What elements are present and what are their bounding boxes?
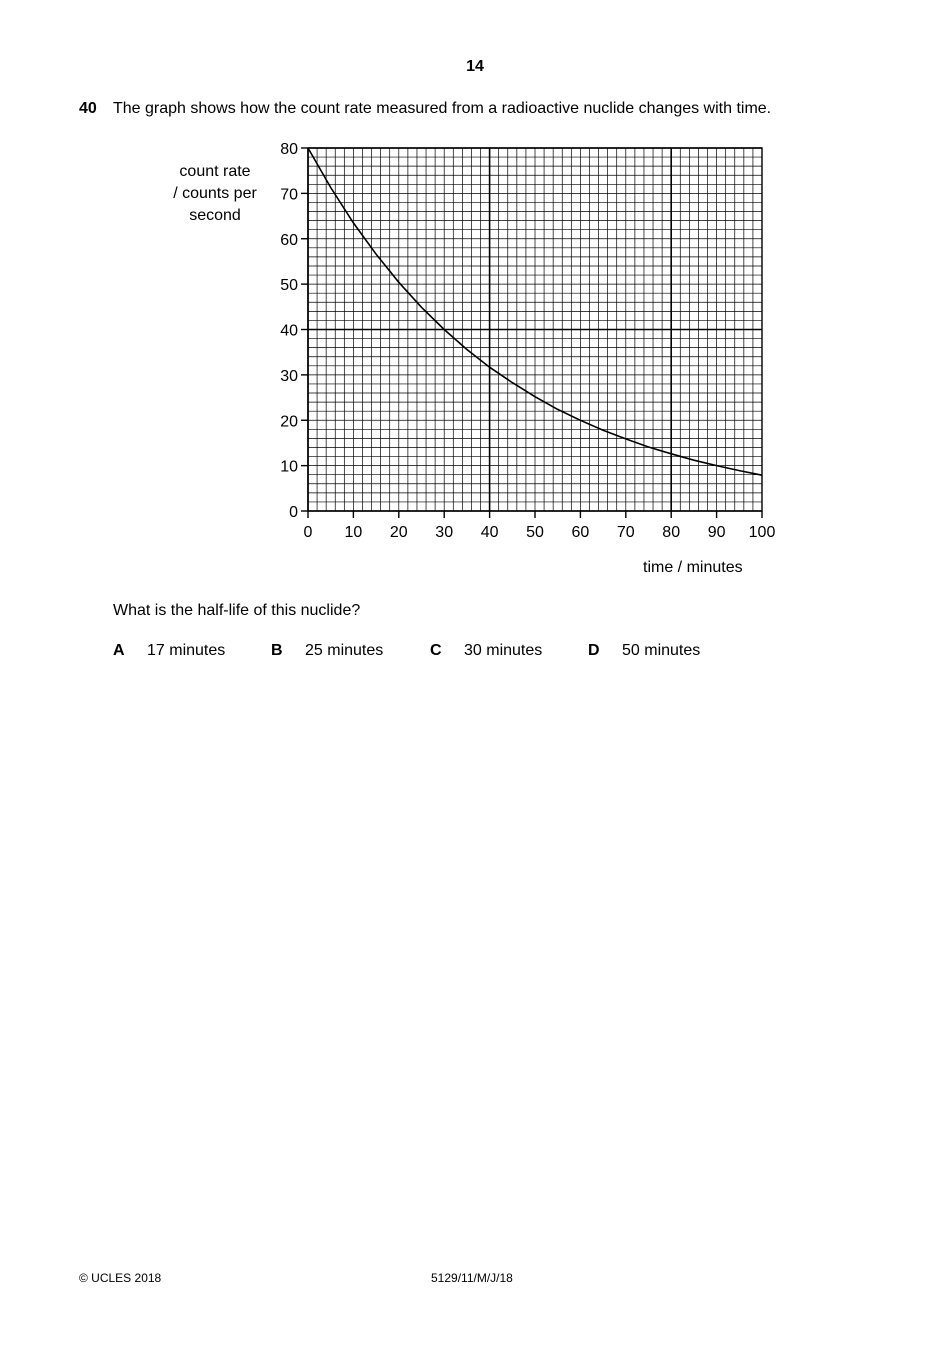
- y-tick-label: 40: [280, 322, 298, 340]
- x-tick-label: 30: [435, 524, 454, 541]
- option-text: 25 minutes: [305, 642, 384, 659]
- x-tick-label: 70: [616, 524, 635, 541]
- y-tick-label: 60: [280, 231, 298, 249]
- y-tick-label: 70: [280, 186, 298, 204]
- y-axis-label-line: second: [189, 207, 241, 224]
- decay-graph: [0, 0, 950, 600]
- option-letter: A: [113, 642, 125, 659]
- y-axis-label-line: count rate: [179, 163, 251, 180]
- x-tick-label: 60: [571, 524, 590, 541]
- option-text: 17 minutes: [147, 642, 226, 659]
- y-tick-label: 10: [280, 458, 298, 476]
- tick-labels: [280, 141, 775, 541]
- x-axis-label: time / minutes: [643, 559, 743, 576]
- x-tick-label: 50: [526, 524, 544, 541]
- y-tick-label: 80: [280, 141, 298, 158]
- option-text: 30 minutes: [464, 642, 543, 659]
- question-prompt: What is the half-life of this nuclide?: [113, 602, 361, 619]
- ticks: [301, 148, 762, 518]
- option-c[interactable]: [430, 642, 543, 660]
- footer-code: 5129/11/M/J/18: [431, 1271, 513, 1285]
- x-tick-label: 0: [303, 524, 313, 541]
- x-tick-label: 80: [662, 524, 681, 541]
- x-tick-label: 100: [748, 524, 776, 541]
- option-b[interactable]: [271, 642, 384, 660]
- x-tick-label: 10: [344, 524, 363, 541]
- question-number: 40: [79, 100, 97, 117]
- x-tick-label: 20: [389, 524, 408, 541]
- x-tick-label: 90: [707, 524, 726, 541]
- option-a[interactable]: [113, 642, 226, 660]
- option-text: 50 minutes: [622, 642, 701, 659]
- footer-copyright: © UCLES 2018: [79, 1271, 162, 1285]
- question-stem: The graph shows how the count rate measured from a radioactive nuclide changes with time.: [113, 100, 772, 117]
- page-number: 14: [466, 58, 484, 75]
- y-tick-label: 20: [280, 413, 298, 431]
- y-tick-label: 0: [289, 504, 298, 521]
- y-axis-label-line: / counts per: [173, 185, 257, 202]
- option-letter: B: [271, 642, 283, 659]
- y-tick-label: 30: [280, 367, 298, 385]
- y-tick-label: 50: [280, 277, 298, 295]
- x-tick-label: 40: [480, 524, 499, 541]
- option-letter: C: [430, 642, 442, 659]
- option-letter: D: [588, 642, 600, 659]
- option-d[interactable]: [588, 642, 701, 660]
